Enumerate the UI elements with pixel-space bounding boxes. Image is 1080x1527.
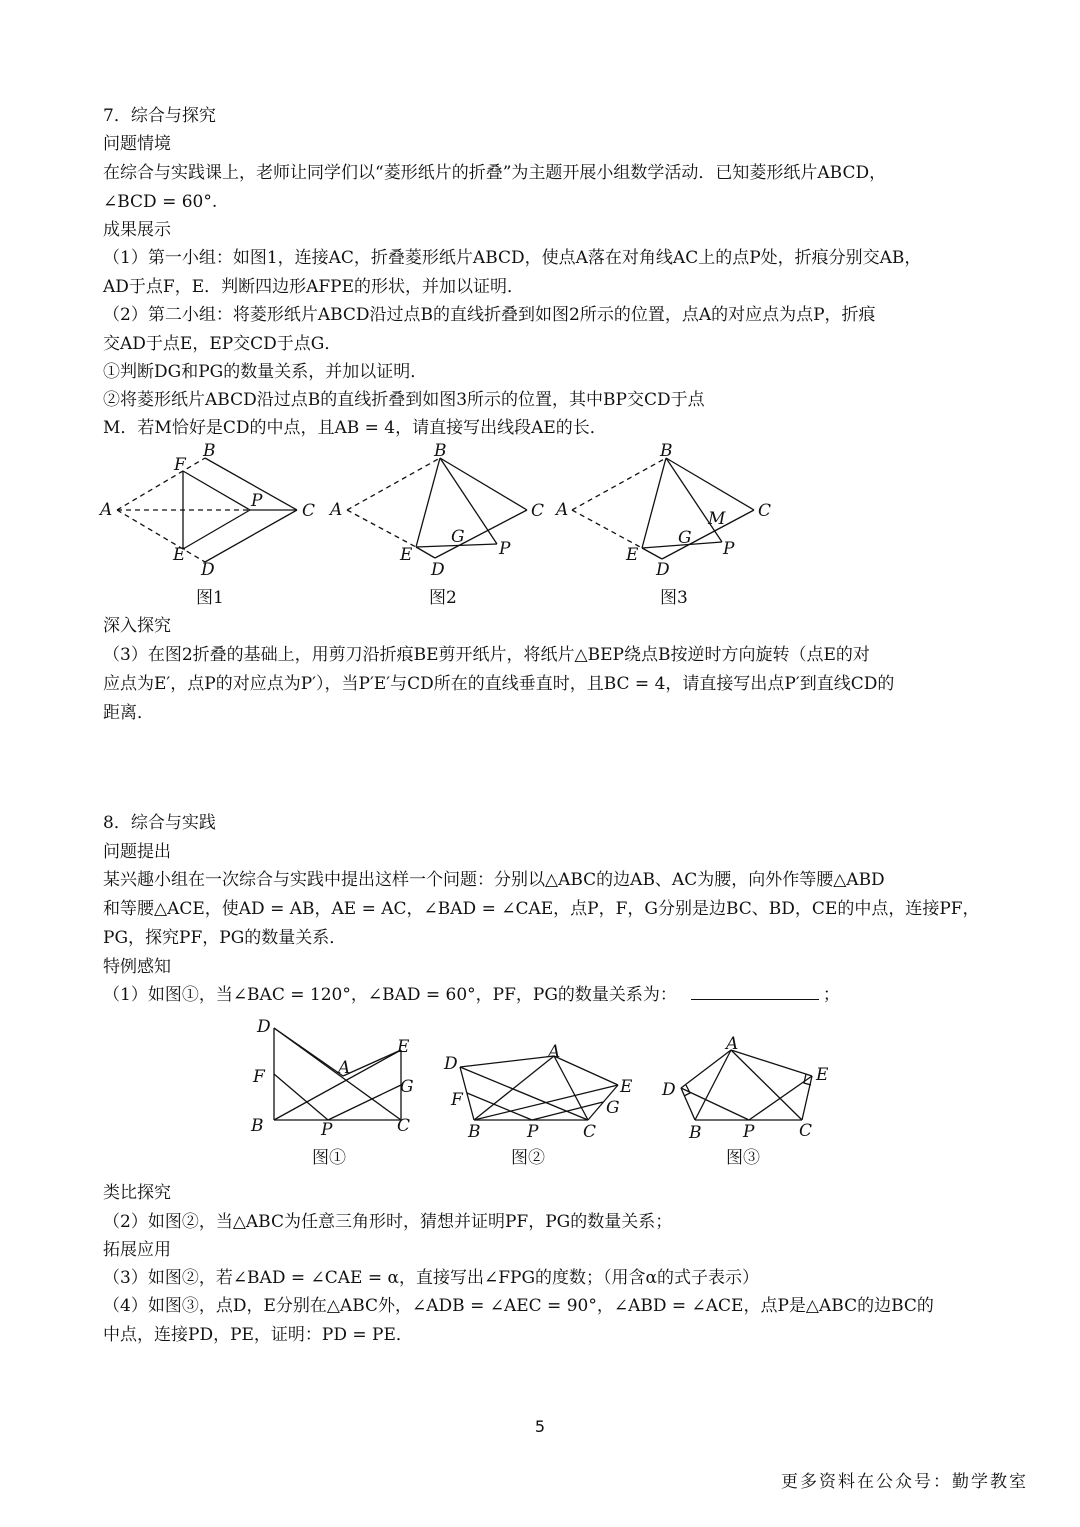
label-E: E bbox=[620, 1077, 633, 1097]
q8-part4-cont: 中点，连接PD，PE，证明：PD = PE． bbox=[103, 1325, 413, 1345]
label-B: B bbox=[689, 1123, 702, 1143]
label-E: E bbox=[397, 1037, 410, 1057]
q8-paragraph: 某兴趣小组在一次综合与实践中提出这样一个问题：分别以△ABC的边AB、AC为腰，向外作等腰△ABD bbox=[103, 870, 885, 890]
q7-part3-cont: 应点为E′，点P的对应点为P′），当P′E′与CD所在的直线垂直时，且BC = 4，请直接写出点P′到直线CD的 bbox=[103, 674, 895, 694]
label-E: E bbox=[173, 545, 186, 565]
q7-heading-deeper: 深入探究 bbox=[103, 616, 171, 636]
page-number: 5 bbox=[534, 1417, 546, 1436]
label-E: E bbox=[816, 1065, 829, 1085]
q8-heading-problem: 问题提出 bbox=[103, 842, 171, 862]
figure-caption: 图③ bbox=[726, 1148, 760, 1168]
label-E: E bbox=[400, 545, 413, 565]
q7-paragraph: ∠BCD = 60°. bbox=[103, 192, 218, 212]
footer-note: 更多资料在公众号：勤学教室 bbox=[781, 1472, 1028, 1492]
q7-paragraph: 在综合与实践课上，老师让同学们以“菱形纸片的折叠”为主题开展小组数学活动．已知菱形纸片ABCD， bbox=[103, 163, 887, 183]
label-C: C bbox=[531, 501, 545, 521]
q8-part1-end: ； bbox=[822, 985, 840, 1005]
label-G: G bbox=[678, 528, 692, 548]
label-C: C bbox=[799, 1121, 813, 1141]
label-P: P bbox=[499, 539, 511, 559]
label-P: P bbox=[723, 539, 735, 559]
label-D: D bbox=[444, 1054, 458, 1074]
q8-heading-analogy: 类比探究 bbox=[103, 1183, 171, 1203]
q7-part1: （1）第一小组：如图1，连接AC，折叠菱形纸片ABCD，使点A落在对角线AC上的点P处，折痕分别交AB， bbox=[103, 248, 922, 268]
q8-figure-1 bbox=[245, 1015, 430, 1175]
q7-part2-sub2: ②将菱形纸片ABCD沿过点B的直线折叠到如图3所示的位置，其中BP交CD于点 bbox=[103, 390, 705, 410]
label-P: P bbox=[527, 1122, 539, 1142]
q7-figure-1 bbox=[95, 440, 330, 615]
q7-part1-cont: AD于点F，E．判断四边形AFPE的形状，并加以证明． bbox=[103, 277, 525, 297]
q7-part2: （2）第二小组：将菱形纸片ABCD沿过点B的直线折叠到如图2所示的位置，点A的对应点为点P，折痕 bbox=[103, 305, 876, 325]
label-A: A bbox=[100, 500, 113, 520]
q8-part3: （3）如图②，若∠BAD = ∠CAE = α，直接写出∠FPG的度数；（用含α的式子表示） bbox=[103, 1268, 760, 1288]
q7-heading-situation: 问题情境 bbox=[103, 134, 171, 154]
label-G: G bbox=[606, 1098, 620, 1118]
answer-blank bbox=[691, 983, 819, 1000]
q8-title: 8．综合与实践 bbox=[103, 813, 216, 833]
q7-part2-sub1: ①判断DG和PG的数量关系，并加以证明． bbox=[103, 362, 428, 382]
label-D: D bbox=[257, 1017, 271, 1037]
label-C: C bbox=[583, 1122, 597, 1142]
label-P: P bbox=[321, 1120, 333, 1140]
label-P: P bbox=[743, 1122, 755, 1142]
q7-figure-2 bbox=[325, 440, 555, 615]
label-A: A bbox=[726, 1034, 739, 1054]
label-G: G bbox=[451, 527, 465, 547]
q8-heading-special: 特例感知 bbox=[103, 957, 171, 977]
label-C: C bbox=[758, 501, 772, 521]
label-D: D bbox=[431, 560, 445, 580]
label-B: B bbox=[468, 1122, 481, 1142]
q8-figure-3 bbox=[655, 1030, 840, 1175]
q8-figure-2 bbox=[440, 1025, 640, 1175]
label-B: B bbox=[251, 1116, 264, 1136]
q7-title: 7．综合与探究 bbox=[103, 106, 216, 126]
label-B: B bbox=[203, 441, 216, 461]
label-B: B bbox=[660, 441, 673, 461]
q7-heading-results: 成果展示 bbox=[103, 220, 171, 240]
label-G: G bbox=[400, 1077, 414, 1097]
q8-part2: （2）如图②，当△ABC为任意三角形时，猜想并证明PF，PG的数量关系； bbox=[103, 1212, 673, 1232]
q8-paragraph: 和等腰△ACE，使AD = AB，AE = AC，∠BAD = ∠CAE，点P，F，G分别是边BC、BD，CE的中点，连接PF， bbox=[103, 899, 980, 919]
q8-heading-extension: 拓展应用 bbox=[103, 1240, 171, 1260]
label-M: M bbox=[708, 509, 726, 529]
figure-caption: 图3 bbox=[660, 588, 688, 608]
q8-part1-text: （1）如图①，当∠BAC = 120°，∠BAD = 60°，PF，PG的数量关系为： bbox=[103, 985, 677, 1005]
figure-caption: 图② bbox=[511, 1148, 545, 1168]
q7-part3: （3）在图2折叠的基础上，用剪刀沿折痕BE剪开纸片，将纸片△BEP绕点B按逆时方向旋转（点E的对 bbox=[103, 645, 870, 665]
q8-part1 bbox=[103, 983, 840, 1007]
label-C: C bbox=[302, 501, 316, 521]
q7-figure-3 bbox=[550, 440, 785, 615]
label-A: A bbox=[338, 1058, 351, 1078]
q8-paragraph: PG，探究PF，PG的数量关系． bbox=[103, 928, 347, 948]
label-D: D bbox=[656, 560, 670, 580]
q8-part4: （4）如图③，点D，E分别在△ABC外，∠ADB = ∠AEC = 90°，∠ABD = ∠ACE，点P是△ABC的边BC的 bbox=[103, 1296, 934, 1316]
figure-caption: 图2 bbox=[429, 588, 457, 608]
label-A: A bbox=[330, 500, 343, 520]
label-E: E bbox=[626, 545, 639, 565]
label-D: D bbox=[662, 1080, 676, 1100]
label-A: A bbox=[556, 500, 569, 520]
label-C: C bbox=[397, 1116, 411, 1136]
label-D: D bbox=[201, 560, 215, 580]
label-F: F bbox=[174, 455, 186, 475]
q7-part2-sub2-cont: M．若M恰好是CD的中点，且AB = 4，请直接写出线段AE的长． bbox=[103, 418, 607, 438]
label-F: F bbox=[253, 1067, 265, 1087]
label-B: B bbox=[434, 441, 447, 461]
label-F: F bbox=[451, 1090, 463, 1110]
q7-part3-cont: 距离． bbox=[103, 703, 154, 723]
figure-caption: 图1 bbox=[196, 588, 224, 608]
label-P: P bbox=[251, 491, 263, 511]
figure-caption: 图① bbox=[312, 1148, 346, 1168]
label-A: A bbox=[548, 1042, 561, 1062]
q7-part2-cont: 交AD于点E，EP交CD于点G． bbox=[103, 334, 342, 354]
